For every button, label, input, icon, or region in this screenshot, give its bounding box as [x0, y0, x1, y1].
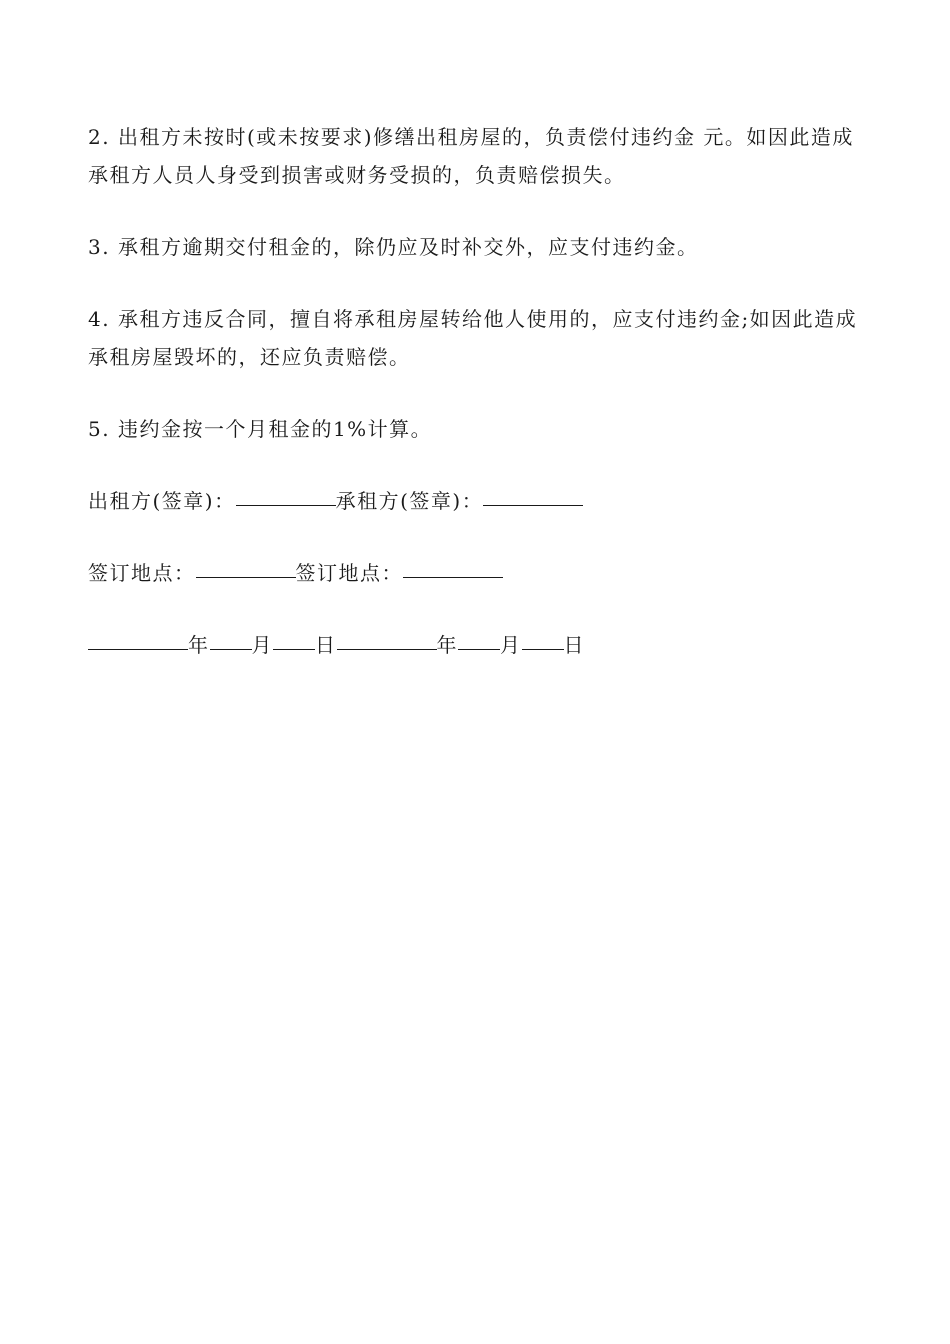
lessor-day-blank[interactable] — [273, 648, 315, 650]
lessee-signature-blank[interactable] — [483, 504, 583, 506]
lessor-place-label: 签订地点： — [88, 561, 196, 585]
lessee-month-blank[interactable] — [458, 648, 500, 650]
lessor-signature-blank[interactable] — [236, 504, 336, 506]
place-line — [88, 554, 868, 592]
lessee-day-label: 日 — [563, 633, 585, 657]
lessee-signature-label: 承租方(签章)： — [335, 489, 484, 513]
clause-2: 2. 出租方未按时(或未按要求)修缮出租房屋的，负责偿付违约金 元。如因此造成承租方人员人身受到损害或财务受损的，负责赔偿损失。 — [88, 125, 854, 187]
lessor-day-label: 日 — [315, 633, 337, 657]
lessor-year-blank[interactable] — [88, 648, 188, 650]
lessor-year-label: 年 — [188, 633, 210, 657]
lessor-month-label: 月 — [251, 633, 273, 657]
lessee-day-blank[interactable] — [522, 648, 564, 650]
lessor-month-blank[interactable] — [210, 648, 252, 650]
document-page — [88, 118, 868, 698]
lessee-year-blank[interactable] — [337, 648, 437, 650]
clause-3: 3. 承租方逾期交付租金的，除仍应及时补交外，应支付违约金。 — [88, 235, 699, 259]
clause-5: 5. 违约金按一个月租金的1%计算。 — [88, 417, 433, 441]
lessee-place-blank[interactable] — [403, 576, 503, 578]
lessee-month-label: 月 — [500, 633, 522, 657]
date-line — [88, 626, 868, 664]
signature-line — [88, 482, 868, 520]
clause-4: 4. 承租方违反合同，擅自将承租房屋转给他人使用的，应支付违约金;如因此造成承租房屋毁坏的，还应负责赔偿。 — [88, 307, 858, 369]
lessee-place-label: 签订地点： — [295, 561, 403, 585]
lessor-signature-label: 出租方(签章)： — [88, 489, 236, 513]
lessee-year-label: 年 — [436, 633, 458, 657]
lessor-place-blank[interactable] — [196, 576, 296, 578]
